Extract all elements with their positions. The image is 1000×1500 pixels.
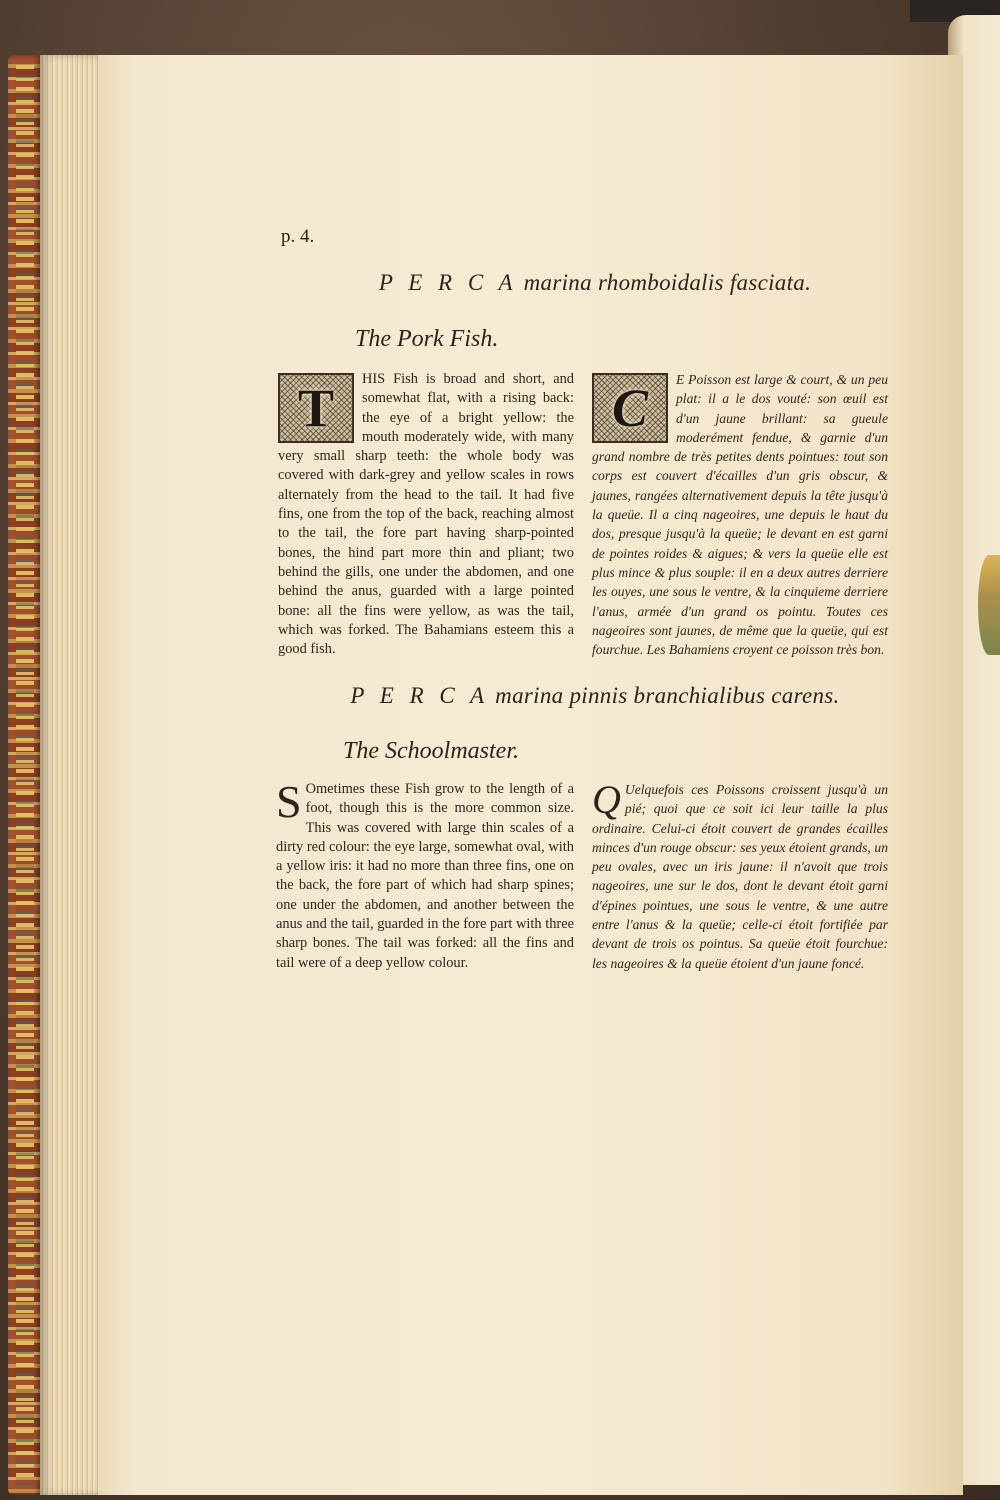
french-body: Uelquefois ces Poissons croissent jusqu'à un pié; quoi que ce soit ici leur taille la plus ordinaire. Celui-ci étoit couvert de grandes écailles minces d'un rouge obscur: ses yeux étoient grands, un peu ovales, avec un iris jaune: il n'avoit que trois nageoires, une sur le dos, dont le devant étoit garni d'épines pointues, une sous le ventre, & une autre entre l'anus & la queüe; celle-ci étoit fortifiée par devant de trois os pointus. Sa queüe étoit fourchue: les nageoires & la queüe étoient d'un jaune foncé. bbox=[592, 782, 888, 971]
common-name-pork-fish: The Pork Fish. bbox=[355, 326, 499, 352]
ornamental-drop-cap: T bbox=[278, 373, 354, 443]
title-species: marina rhomboidalis fasciata. bbox=[523, 270, 812, 295]
section-title-perca-carens bbox=[280, 683, 910, 709]
drop-cap-letter: Q bbox=[592, 777, 621, 822]
ornamental-drop-cap: C bbox=[592, 373, 668, 443]
english-body: Ometimes these Fish grow to the length of a foot, though this is the more common size. This was covered with large thin scales of a dirty red colour: the eye large, somewhat oval, with a yellow iris: it had no more than three fins, one on the back, the fore part of which had sharp spines; one under the abdomen, and another between the anus and the tail, guarded in the fore part with three sharp bones. The tail was forked: all the fins and tail were of a deep yellow colour. bbox=[276, 781, 574, 971]
french-text-pork-fish bbox=[592, 370, 888, 659]
gilt-edge-decoration bbox=[16, 65, 34, 1485]
title-genus: P E R C A bbox=[350, 683, 490, 708]
title-species: marina pinnis branchialibus carens. bbox=[495, 683, 840, 708]
english-text-pork-fish bbox=[278, 370, 574, 659]
title-genus: P E R C A bbox=[378, 270, 518, 295]
page-edges bbox=[40, 55, 98, 1495]
drop-cap-letter: S bbox=[276, 776, 302, 827]
english-text-schoolmaster bbox=[276, 776, 574, 973]
common-name-schoolmaster: The Schoolmaster. bbox=[343, 738, 519, 764]
page-reference: p. 4. bbox=[281, 226, 315, 247]
french-body: E Poisson est large & court, & un peu plat: il a le dos vouté: son œuil est d'un jaune brillant: sa gueule moderément fendue, & garnie d'un grand nombre de très petites dents pointues: tout son corps est couvert d'écailles d'un gris obscur, & jaunes, rangées alternativement depuis la tête jusqu'à la queüe. Il a cinq nageoires, une depuis le haut du dos, presque jusqu'à la queüe; le devant en est garni de pointes roides & aigues; & vers la queüe elle est plus mince & plus souple: il en a deux autres derriere les ouyes, une sous le ventre, & la cinquieme derriere l'anus, armée d'un grand os pointu. Toutes ces nageoires sont jaunes, de même que la queüe, qui est fourchue. Les Bahamiens croyent ce poisson très bon. bbox=[592, 372, 888, 658]
french-text-schoolmaster bbox=[592, 777, 888, 973]
section-title-perca-rhomboidalis bbox=[280, 270, 910, 296]
english-body: HIS Fish is broad and short, and somewhat flat, with a rising back: the eye of a bright yellow: the mouth moderately wide, with many very small sharp teeth: the whole body was covered with dark-grey and yellow scales in rows alternately from the head to the tail. It had five fins, one from the top of the back, reaching almost to the tail, the fore part having sharp-pointed bones, the hind part more thin and pliant; two behind the gills, one under the abdomen, and one behind the anus, guarded with a large pointed bone: all the fins were yellow, as was the tail, which was forked. The Bahamians esteem this a good fish. bbox=[278, 371, 574, 658]
facing-plate-illustration bbox=[978, 555, 1000, 655]
